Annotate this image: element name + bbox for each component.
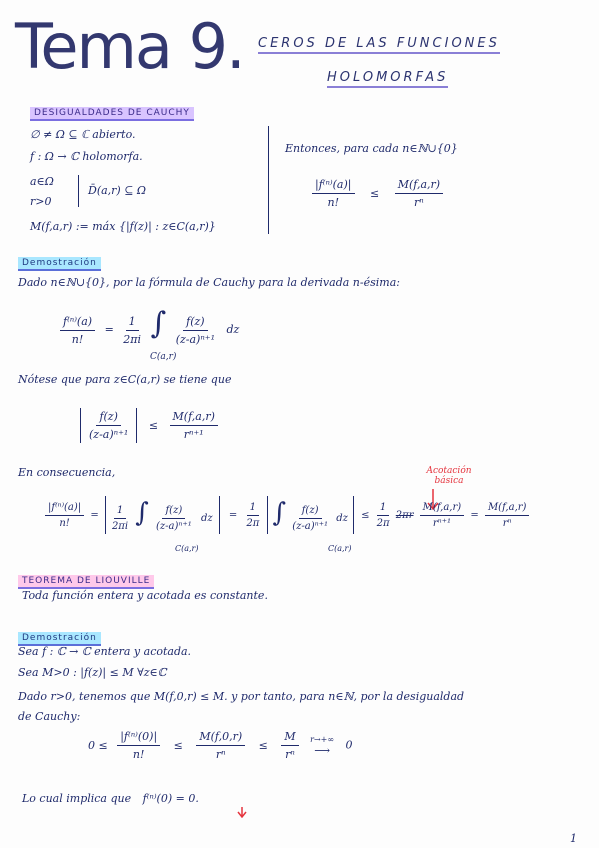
proof1-line3: En consecuencia, xyxy=(18,466,116,479)
proof2-line4: de Cauchy: xyxy=(18,710,81,723)
hypothesis-bar xyxy=(78,175,79,207)
proof2-line3: Dado r>0, tenemos que M(f,0,r) ≤ M. y por tanto, para n∈ℕ, por la desigualdad xyxy=(18,690,465,703)
section-heading-cauchy: DESIGUALDADES DE CAUCHY xyxy=(30,100,194,119)
proof1-line1: Dado n∈ℕ∪{0}, por la fórmula de Cauchy para la derivada n-ésima: xyxy=(18,276,400,289)
proof2-line1: Sea f : ℂ → ℂ entera y acotada. xyxy=(18,645,192,658)
hypothesis-max-def: M(f,a,r) := máx {|f(z)| : z∈C(a,r)} xyxy=(30,220,216,233)
proof-heading-1: Demostración xyxy=(18,250,101,269)
cauchy-inequality: $\frac{\text{|f⁽ⁿ⁾(a)|}}{n!}$ ≤ $\frac{M(f,a,r)}{\text{rⁿ}}$ xyxy=(312,178,443,209)
proof2-conclusion: Lo cual implica que f⁽ⁿ⁾(0) = 0. xyxy=(22,792,199,805)
page-subtitle-line1: CEROS DE LAS FUNCIONES xyxy=(258,36,500,51)
liouville-statement: Toda función entera y acotada es constante. xyxy=(22,589,268,602)
conclusion-intro: Entonces, para cada n∈ℕ∪{0} xyxy=(285,142,458,155)
page-subtitle-line2: HOLOMORFAS xyxy=(327,70,448,85)
hypotheses-brace xyxy=(268,126,269,234)
cauchy-formula: $\frac{\text{f⁽ⁿ⁾(a)}}{n!}$ = $\frac{1}{2\pi i}$ ∫ $\frac{f(z)}{\text{(z-a)ⁿ⁺¹}}$ dz xyxy=(60,306,239,346)
annotation-basic-bound: Acotación básica xyxy=(426,466,472,486)
page-title: Tema 9. xyxy=(15,10,244,83)
contour-label-3: C(a,r) xyxy=(328,544,352,553)
integral-sign: ∫ xyxy=(150,306,167,341)
hypothesis-radius: r>0 xyxy=(30,195,52,208)
section-heading-liouville: TEOREMA DE LIOUVILLE xyxy=(18,568,154,587)
hypothesis-holomorphic: f : Ω → ℂ holomorfa. xyxy=(30,150,143,163)
proof1-line2: Nótese que para z∈C(a,r) se tiene que xyxy=(18,373,232,386)
proof2-line2: Sea M>0 : |f(z)| ≤ M ∀z∈ℂ xyxy=(18,666,167,679)
conclusion-arrow-icon xyxy=(236,806,248,818)
page-number: 1 xyxy=(570,832,577,845)
contour-label-2: C(a,r) xyxy=(175,544,199,553)
integrand-bound: $\frac{f(z)}{\text{(z-a)ⁿ⁺¹}}$ ≤ $\frac{M(f,a,r)}{\text{rⁿ⁺¹}}$ xyxy=(80,408,218,443)
contour-label-1: C(a,r) xyxy=(150,352,177,362)
proof-heading-2: Demostración xyxy=(18,625,101,644)
hypothesis-closed-disc: D̄(a,r) ⊆ Ω xyxy=(88,184,147,197)
liouville-bound-chain: 0 ≤ $\frac{\text{|f⁽ⁿ⁾(0)|}}{n!}$ ≤ $\frac{M(f,0,r)}{\text{rⁿ}}$ ≤ $\frac{M}{\text{rⁿ}}$ r→+∞ ⟶ 0 xyxy=(88,730,353,761)
hypothesis-center: a∈Ω xyxy=(30,175,54,188)
hypothesis-open-set: ∅ ≠ Ω ⊆ ℂ abierto. xyxy=(30,128,136,141)
consequence-chain: $\frac{\text{|f⁽ⁿ⁾(a)|}}{n!}$ = $\frac{1}{2\pi i}$ ∫ $\frac{f(z)}{\text{(z-a)ⁿ⁺¹}}$ dz = $\frac{1}{2\pi}$ ∫ $\frac{f(z)}{\text{(z-a)ⁿ⁺¹}}$ dz ≤ $\frac{1}{2\pi}$ 2πr $\frac{M(f,a,r)}{\text{rⁿ⁺¹}}$ = $\frac{M(f,a,r)}{\text{rⁿ}}$ xyxy=(45,496,529,534)
